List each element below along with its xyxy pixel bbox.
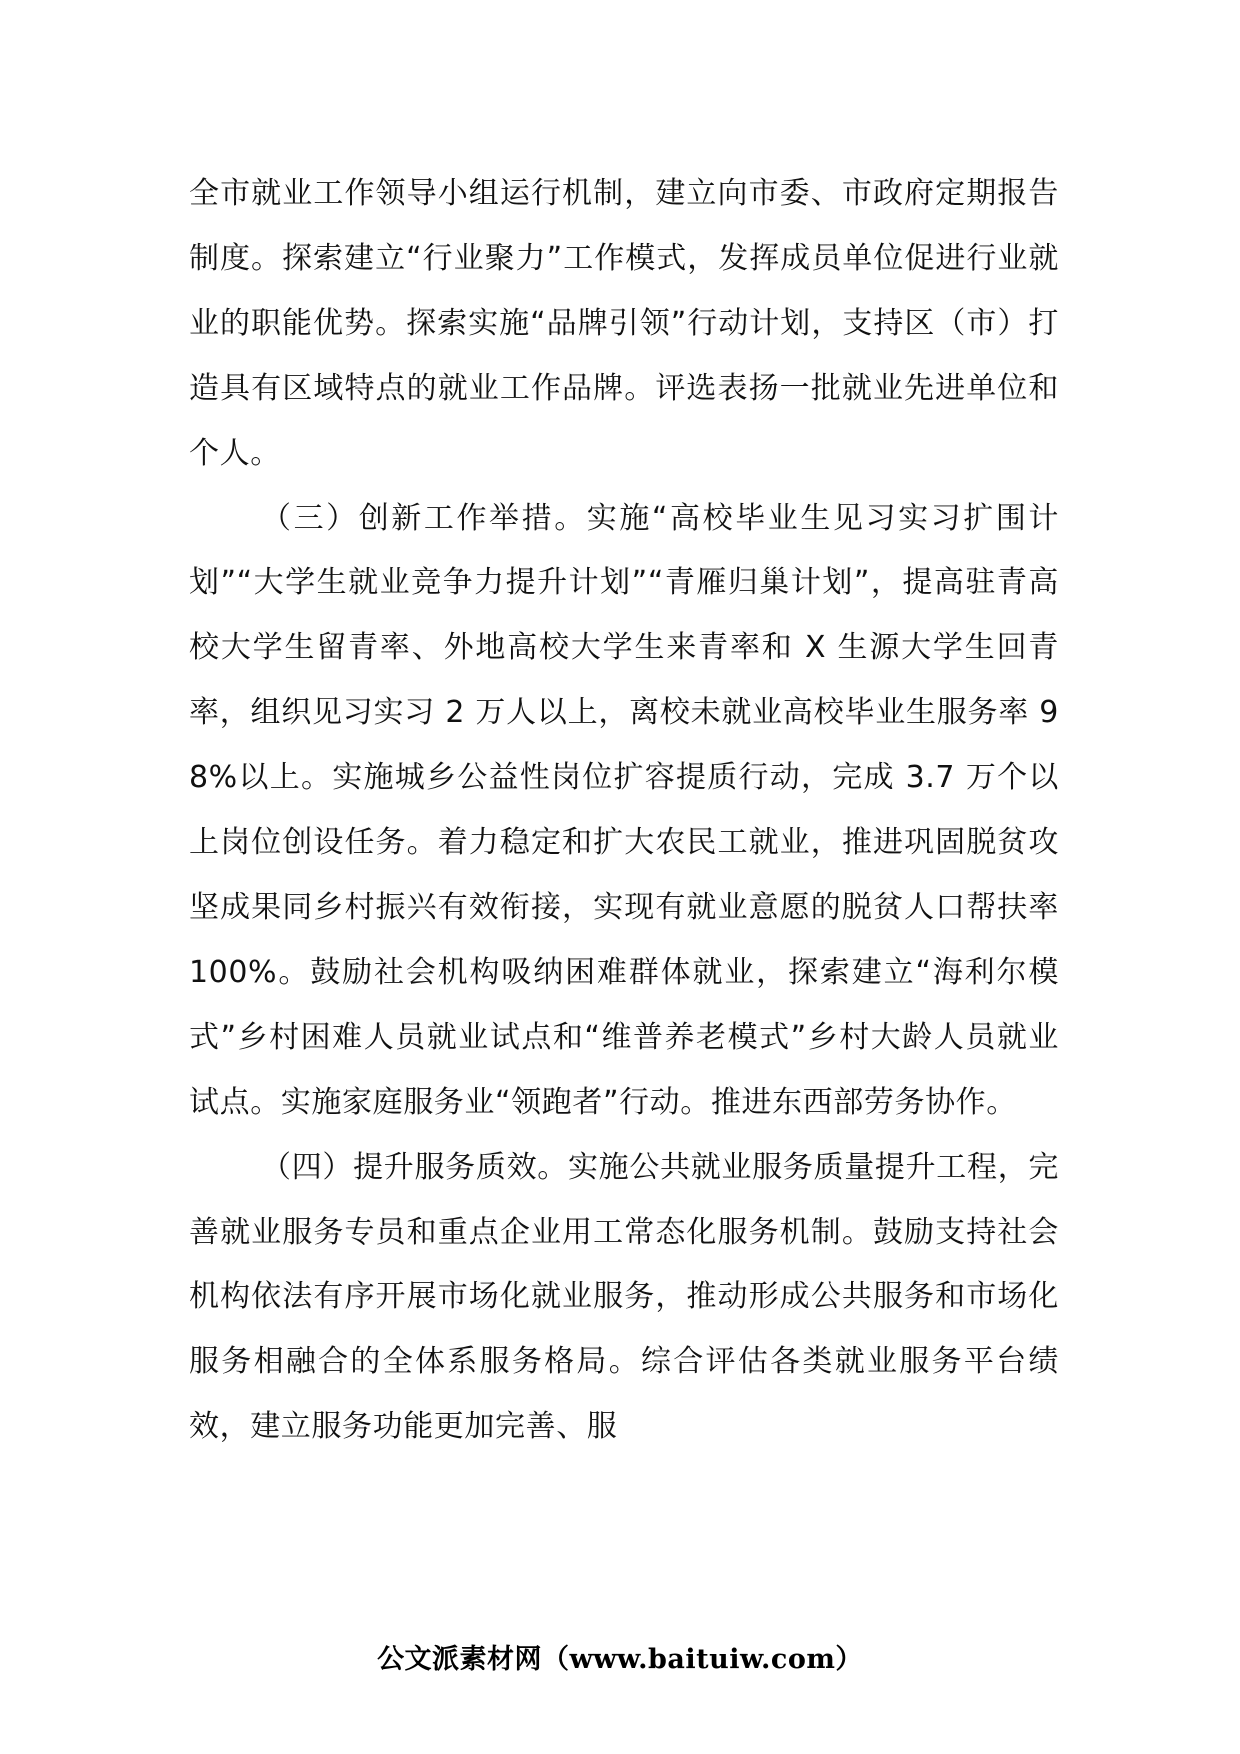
paragraph-continued: 全市就业工作领导小组运行机制，建立向市委、市政府定期报告制度。探索建立“行业聚力”工作模式，发挥成员单位促进行业就业的职能优势。探索实施“品牌引领”行动计划，支持区（市）打造具有区域特点的就业工作品牌。评选表扬一批就业先进单位和个人。: [189, 176, 1059, 471]
document-body: [189, 162, 1059, 1460]
paragraph-section-three: （三）创新工作举措。实施“高校毕业生见习实习扩围计划”“大学生就业竞争力提升计划”“青雁归巢计划”，提高驻青高校大学生留青率、外地高校大学生来青率和 X 生源大学生回青率，组织见习实习 2 万人以上，离校未就业高校毕业生服务率 98%以上。实施城乡公益性岗位扩容提质行动，完成 3.7 万个以上岗位创设任务。着力稳定和扩大农民工就业，推进巩固脱贫攻坚成果同乡村振兴有效衔接，实现有就业意愿的脱贫人口帮扶率 100%。鼓励社会机构吸纳困难群体就业，探索建立“海利尔模式”乡村困难人员就业试点和“维普养老模式”乡村大龄人员就业试点。实施家庭服务业“领跑者”行动。推进东西部劳务协作。: [189, 500, 1059, 1120]
footer-watermark: 公文派素材网（www.baituiw.com）: [377, 1644, 863, 1675]
paragraph-section-four: （四）提升服务质效。实施公共就业服务质量提升工程，完善就业服务专员和重点企业用工常态化服务机制。鼓励支持社会机构依法有序开展市场化就业服务，推动形成公共服务和市场化服务相融合的全体系服务格局。综合评估各类就业服务平台绩效，建立服务功能更加完善、服: [189, 1149, 1059, 1445]
